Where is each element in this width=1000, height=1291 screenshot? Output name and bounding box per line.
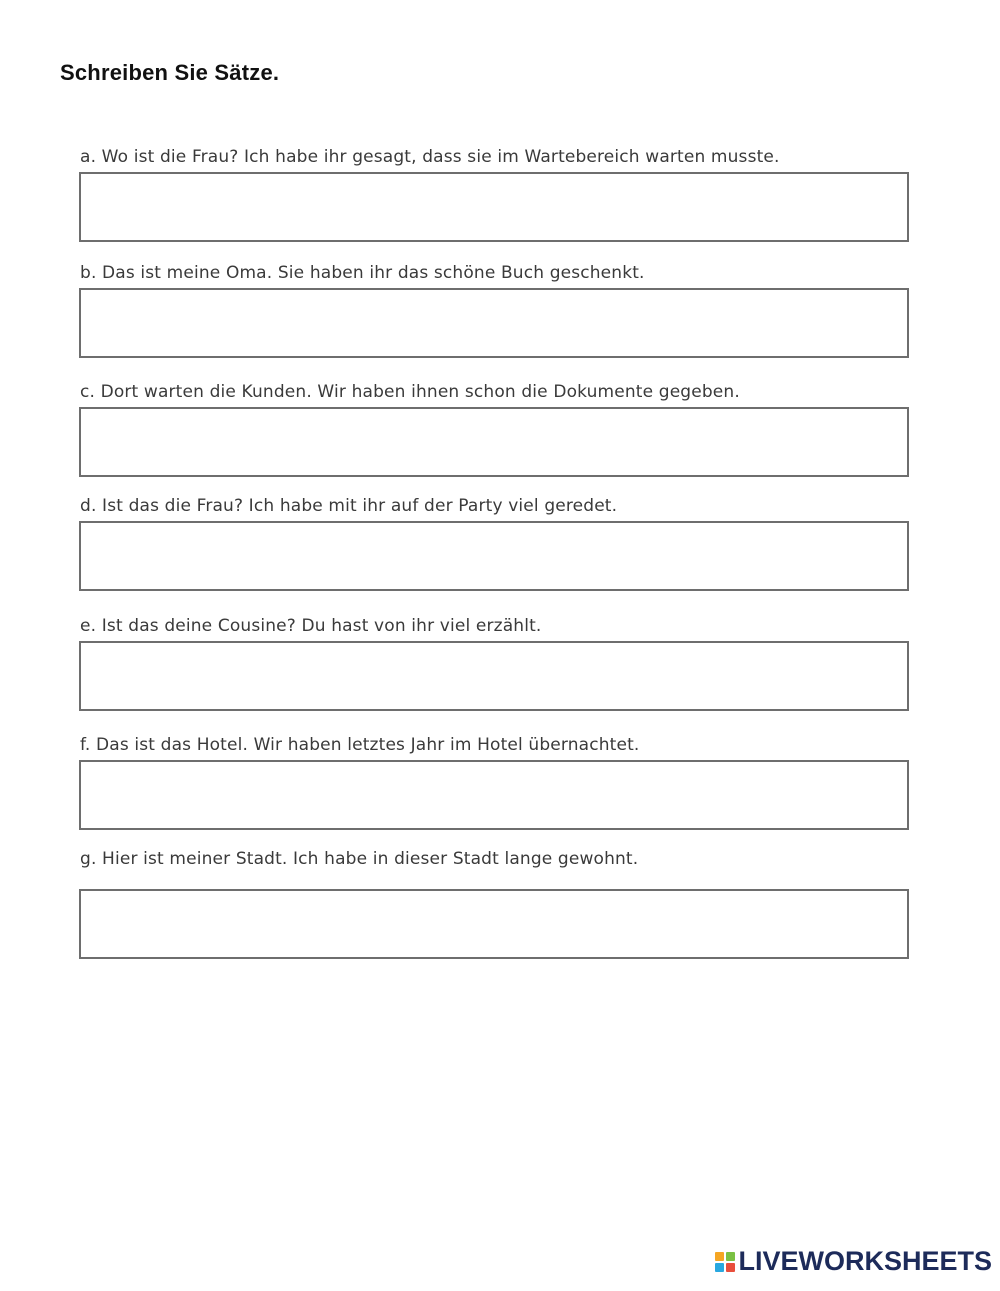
brand-mark-icon	[715, 1252, 735, 1272]
exercise-prompt: d. Ist das die Frau? Ich habe mit ihr auf der Party viel geredet.	[80, 496, 618, 516]
brand-square	[726, 1252, 735, 1261]
exercise-d	[79, 496, 909, 591]
exercise-c	[79, 382, 909, 477]
brand-square	[715, 1263, 724, 1272]
exercise-prompt: c. Dort warten die Kunden. Wir haben ihnen schon die Dokumente gegeben.	[80, 382, 740, 402]
exercise-a	[79, 147, 909, 242]
answer-input-f[interactable]	[79, 760, 909, 830]
answer-input-e[interactable]	[79, 641, 909, 711]
exercise-f	[79, 735, 909, 830]
answer-input-d[interactable]	[79, 521, 909, 591]
exercise-g	[79, 849, 909, 959]
brand-square	[726, 1263, 735, 1272]
page-title: Schreiben Sie Sätze.	[60, 60, 280, 85]
answer-input-b[interactable]	[79, 288, 909, 358]
answer-input-a[interactable]	[79, 172, 909, 242]
brand-name: LIVEWORKSHEETS	[738, 1246, 992, 1276]
liveworksheets-logo	[715, 1246, 992, 1277]
exercise-b	[79, 263, 909, 358]
exercise-prompt: g. Hier ist meiner Stadt. Ich habe in dieser Stadt lange gewohnt.	[80, 849, 639, 869]
exercise-e	[79, 616, 909, 711]
answer-input-c[interactable]	[79, 407, 909, 477]
exercise-prompt: e. Ist das deine Cousine? Du hast von ihr viel erzählt.	[80, 616, 542, 636]
exercise-prompt: f. Das ist das Hotel. Wir haben letztes Jahr im Hotel übernachtet.	[80, 735, 640, 755]
exercise-prompt: a. Wo ist die Frau? Ich habe ihr gesagt, dass sie im Wartebereich warten musste.	[80, 147, 780, 167]
answer-input-g[interactable]	[79, 889, 909, 959]
brand-square	[715, 1252, 724, 1261]
exercise-prompt: b. Das ist meine Oma. Sie haben ihr das schöne Buch geschenkt.	[80, 263, 645, 283]
